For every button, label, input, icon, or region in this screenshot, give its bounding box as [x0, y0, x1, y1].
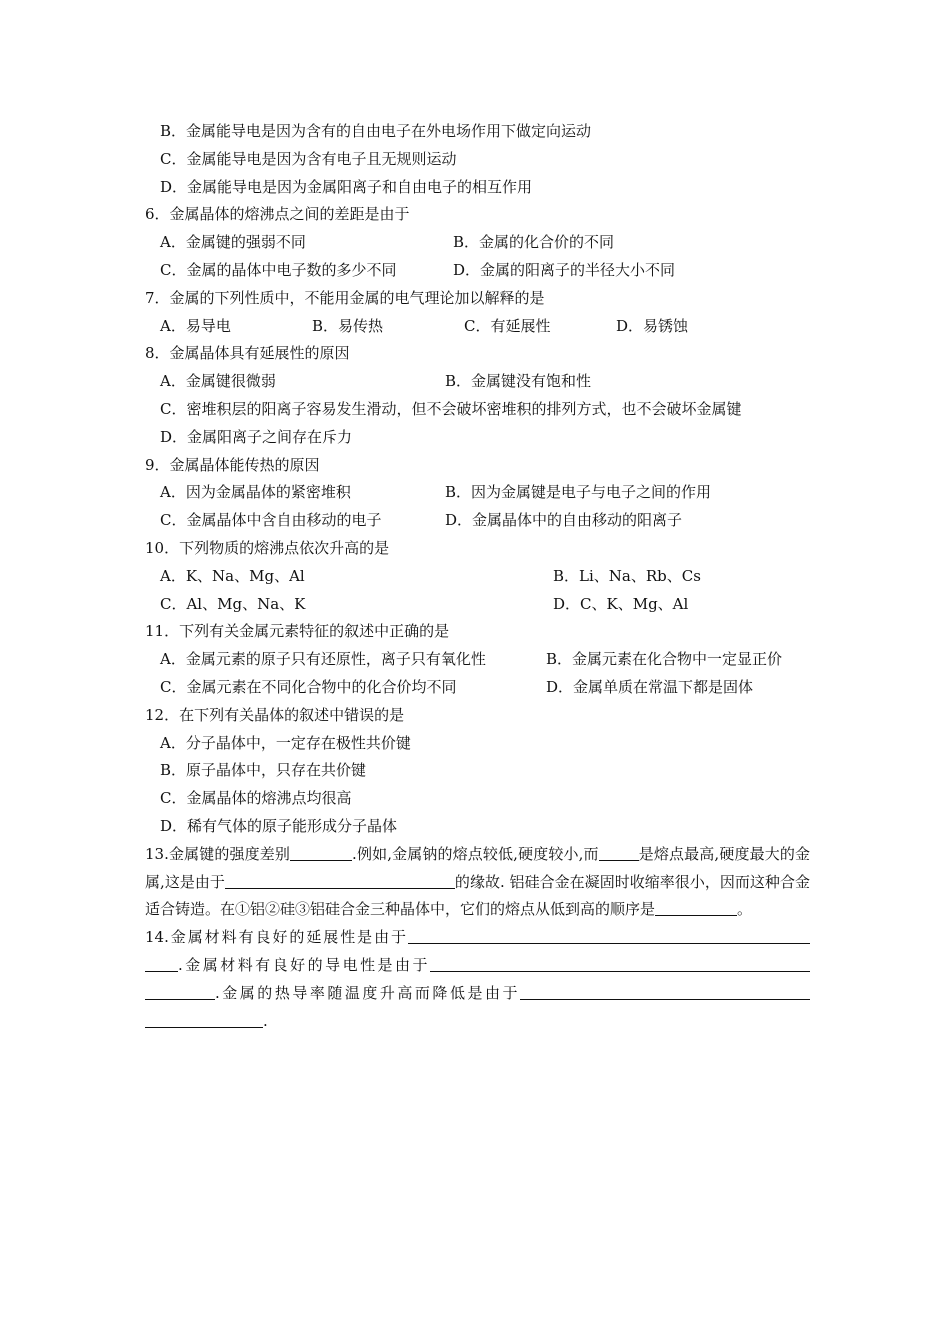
q8-option-d: D．金属阳离子之间存在斥力 [160, 427, 353, 446]
q11-stem: 11．下列有关金属元素特征的叙述中正确的是 [145, 622, 450, 641]
q6-option-d: D．金属的阳离子的半径大小不同 [453, 260, 676, 279]
q14-blank-3-cont[interactable] [145, 1010, 263, 1028]
q9-option-c: C．金属晶体中含自由移动的电子 [160, 511, 382, 530]
q11-option-c: C．金属元素在不同化合物中的化合价均不同 [160, 677, 457, 696]
q14-text-2: .金属材料有良好的导电性是由于 [178, 955, 430, 974]
q12-option-c: C．金属晶体的熔沸点均很高 [160, 789, 352, 808]
q13-text-4: 的缘故. 铝硅合金在凝固时收缩率很小，因而这种合金适合铸造。在①铝②硅③铝硅合金三种晶体中，它们的熔点从低到高的顺序是 [145, 872, 810, 919]
q10-stem: 10．下列物质的熔沸点依次升高的是 [145, 538, 390, 557]
q5-option-d: D．金属能导电是因为金属阳离子和自由电子的相互作用 [160, 177, 533, 196]
q9-option-a: A．因为金属晶体的紧密堆积 [160, 483, 351, 502]
q11-option-a: A．金属元素的原子只有还原性，离子只有氧化性 [160, 650, 486, 669]
q7-options-row [145, 313, 810, 341]
q7-stem: 7．金属的下列性质中，不能用金属的电气理论加以解释的是 [145, 288, 545, 307]
q9-option-b: B．因为金属键是电子与电子之间的作用 [445, 483, 712, 502]
q11-option-d: D．金属单质在常温下都是固体 [546, 677, 754, 696]
q10-options-row2 [145, 591, 810, 619]
q14-blank-2-cont[interactable] [145, 982, 215, 1000]
q13-text-2: .例如,金属钠的熔点较低,硬度较小,而 [352, 844, 599, 863]
q9-options-row1 [145, 479, 810, 507]
q12-stem: 12．在下列有关晶体的叙述中错误的是 [145, 705, 405, 724]
q9-stem: 9．金属晶体能传热的原因 [145, 455, 320, 474]
q11-option-b: B．金属元素在化合物中一定显正价 [546, 650, 783, 669]
q13-blank-4[interactable] [655, 898, 737, 916]
q10-options-row1 [145, 563, 810, 591]
q11-options-row2 [145, 674, 810, 702]
q14-blank-1[interactable] [408, 926, 810, 944]
q13-blank-3[interactable] [225, 871, 455, 889]
q14-blank-1-cont[interactable] [145, 954, 178, 972]
q13-text-3: 是熔点最高,硬度最大的金属,这是由于 [145, 844, 810, 891]
worksheet-page [145, 118, 810, 1035]
q10-option-d: D．C、K、Mg、Al [553, 594, 689, 613]
q14-fill-in [145, 924, 810, 1035]
q13-fill-in [145, 841, 810, 924]
q10-option-b: B．Li、Na、Rb、Cs [553, 566, 701, 585]
q13-blank-1[interactable] [290, 843, 352, 861]
q5-option-c: C．金属能导电是因为含有电子且无规则运动 [160, 149, 457, 168]
q12-option-d: D．稀有气体的原子能形成分子晶体 [160, 816, 398, 835]
q8-option-a: A．金属键很微弱 [160, 372, 276, 391]
q13-text-1: 13.金属键的强度差别 [145, 844, 291, 863]
q7-option-d: D．易锈蚀 [616, 316, 689, 335]
q12-option-a: A．分子晶体中，一定存在极性共价键 [160, 733, 411, 752]
q6-stem: 6．金属晶体的熔沸点之间的差距是由于 [145, 205, 410, 224]
q12-option-b: B．原子晶体中，只存在共价键 [160, 761, 367, 780]
q14-text-4: . [263, 1011, 268, 1030]
q10-option-c: C．Al、Mg、Na、K [160, 594, 306, 613]
q8-option-b: B．金属键没有饱和性 [445, 372, 592, 391]
q13-blank-2[interactable] [599, 843, 639, 861]
q13-text-5: 。 [737, 900, 753, 919]
q14-text-3: .金属的热导率随温度升高而降低是由于 [215, 983, 520, 1002]
q9-options-row2 [145, 507, 810, 535]
q7-option-a: A．易导电 [160, 316, 231, 335]
q7-option-b: B．易传热 [312, 316, 384, 335]
q14-blank-3[interactable] [520, 982, 810, 1000]
q14-text-1: 14.金属材料有良好的延展性是由于 [145, 928, 408, 947]
q5-option-b: B．金属能导电是因为含有的自由电子在外电场作用下做定向运动 [160, 122, 592, 140]
q10-option-a: A．K、Na、Mg、Al [160, 566, 305, 585]
q8-option-c: C．密堆积层的阳离子容易发生滑动，但不会破坏密堆积的排列方式，也不会破坏金属键 [160, 399, 742, 418]
q6-option-a: A．金属键的强弱不同 [160, 233, 306, 252]
q14-blank-2[interactable] [430, 954, 810, 972]
q11-options-row1 [145, 646, 810, 674]
q8-options-row1 [145, 368, 810, 396]
q9-option-d: D．金属晶体中的自由移动的阳离子 [445, 511, 683, 530]
q7-option-c: C．有延展性 [464, 316, 551, 335]
q8-stem: 8．金属晶体具有延展性的原因 [145, 344, 350, 363]
q6-option-b: B．金属的化合价的不同 [453, 233, 615, 252]
q6-option-c: C．金属的晶体中电子数的多少不同 [160, 260, 397, 279]
q6-options-row1 [145, 229, 810, 257]
q6-options-row2 [145, 257, 810, 285]
